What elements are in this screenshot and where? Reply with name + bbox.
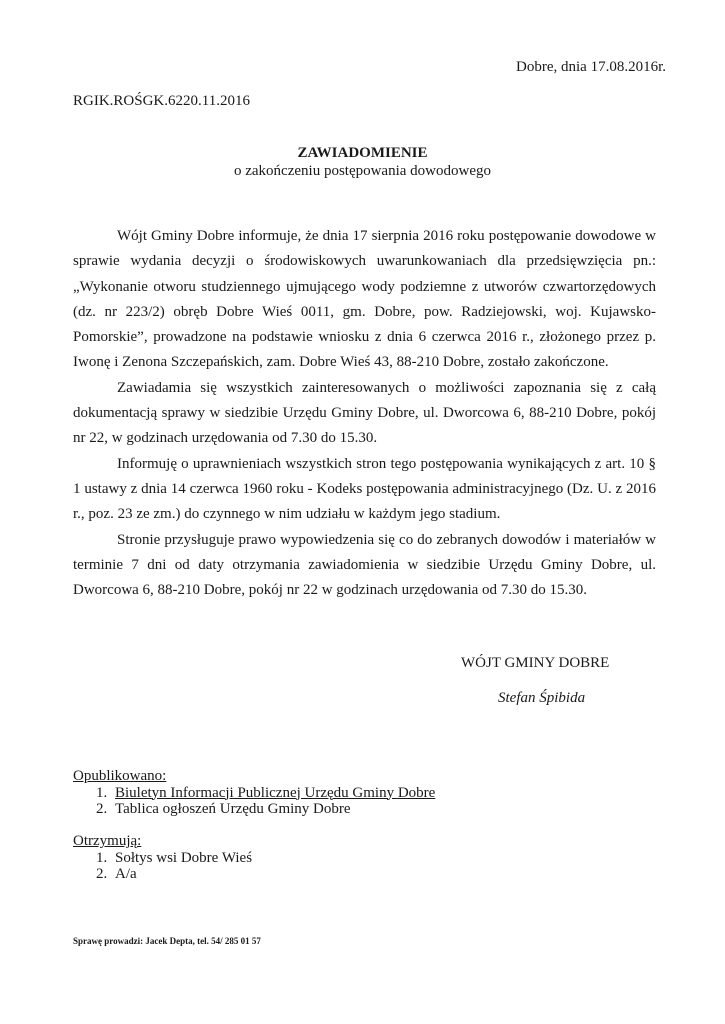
recipient-item: 2. A/a: [111, 866, 252, 883]
body-paragraph: Wójt Gminy Dobre informuje, że dnia 17 sierpnia 2016 roku postępowanie dowodowe w sprawie wydania decyzji o środowiskowych uwarunkowaniach dla przedsięwzięcia pn.: „Wykonanie otworu studziennego ujmującego wody podziemne z utworów czwartorzędowych (dz. nr 223/2) obręb Dobre Wieś 0011, gm. Dobre, pow. Radziejowski, woj. Kujawsko-Pomorskie”, prowadzone na podstawie wniosku z dnia 6 czerwca 2016 r., złożonego przez p. Iwonę i Zenona Szczepańskich, zam. Dobre Wieś 43, 88-210 Dobre, zostało zakończone.: [73, 228, 656, 371]
body-paragraph: Zawiadamia się wszystkich zainteresowanych o możliwości zapoznania się z całą dokumentacją sprawy w siedzibie Urzędu Gminy Dobre, ul. Dworcowa 6, 88-210 Dobre, pokój nr 22, w godzinach urzędowania od 7.30 do 15.30.: [73, 379, 656, 447]
body-paragraph: Stronie przysługuje prawo wypowiedzenia się co do zebranych dowodów i materiałów w terminie 7 dni od daty otrzymania zawiadomienia w siedzibie Urzędu Gminy Dobre, ul. Dworcowa 6, 88-210 Dobre, pokój nr 22 w godzinach urzędowania od 7.30 do 15.30.: [73, 531, 656, 599]
signatory-title: WÓJT GMINY DOBRE: [461, 655, 610, 671]
reference-number: RGIK.ROŚGK.6220.11.2016: [73, 93, 250, 109]
published-list: [73, 785, 435, 818]
recipients-list: [73, 850, 252, 883]
published-item: 2. Tablica ogłoszeń Urzędu Gminy Dobre: [111, 801, 435, 818]
published-section: [73, 768, 435, 818]
published-heading: Opublikowano:: [73, 768, 167, 784]
document-body: [73, 224, 656, 603]
signatory-name: Stefan Śpibida: [498, 690, 586, 706]
document-title: ZAWIADOMIENIE: [297, 145, 428, 161]
recipients-section: [73, 833, 252, 883]
case-handler-footer: Sprawę prowadzi: Jacek Depta, tel. 54/ 285 01 57: [73, 936, 261, 946]
published-item: [111, 785, 435, 802]
bip-link[interactable]: Biuletyn Informacji Publicznej Urzędu Gminy Dobre: [115, 784, 436, 801]
recipient-item: 1. Sołtys wsi Dobre Wieś: [111, 850, 252, 867]
body-paragraph: Informuję o uprawnieniach wszystkich stron tego postępowania wynikających z art. 10 § 1 ustawy z dnia 14 czerwca 1960 roku - Kodeks postępowania administracyjnego (Dz. U. z 2016 r., poz. 23 ze zm.) do czynnego w nim udziału w każdym jego stadium.: [73, 455, 656, 523]
document-subtitle: o zakończeniu postępowania dowodowego: [233, 163, 491, 179]
recipients-heading: Otrzymują:: [73, 833, 142, 849]
title-block: [0, 144, 725, 181]
document-date: Dobre, dnia 17.08.2016r.: [516, 59, 666, 75]
